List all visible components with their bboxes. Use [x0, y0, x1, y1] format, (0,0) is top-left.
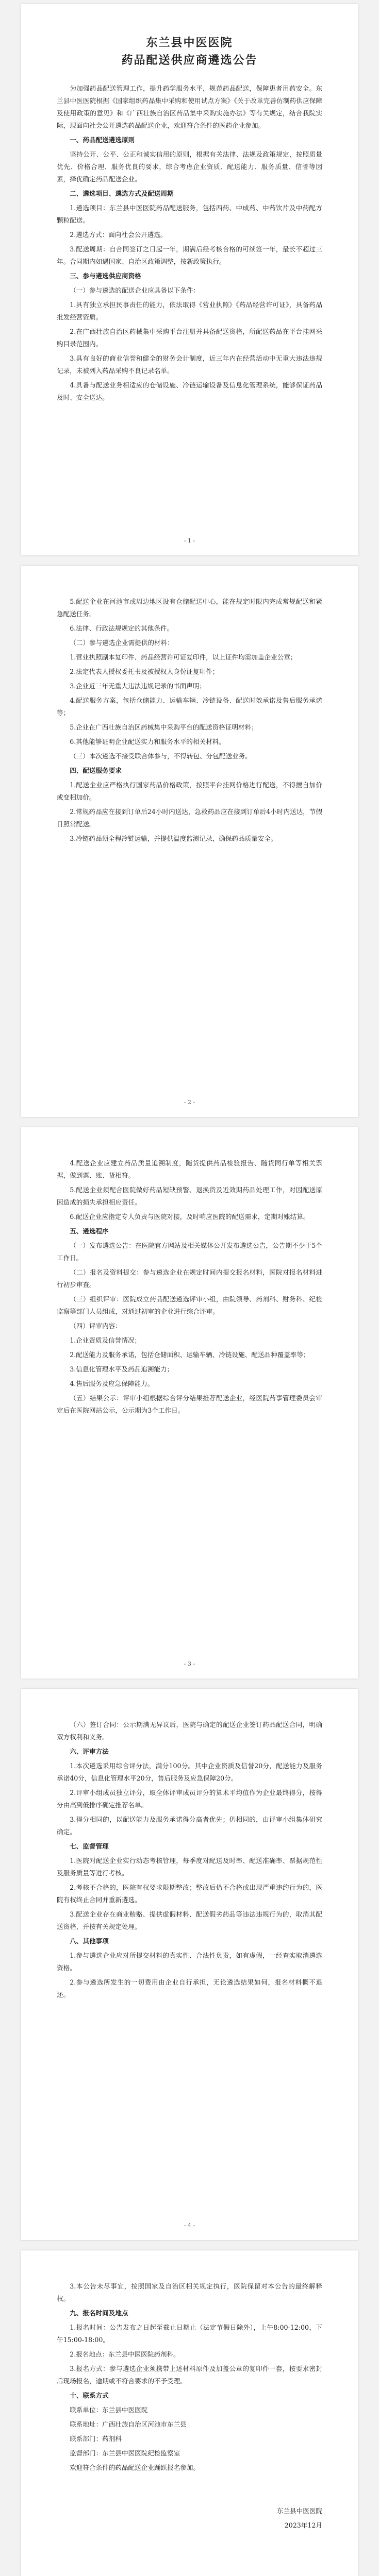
paragraph: 2.评审小组成员独立评分，取全体评审成员评分的算术平均值作为企业最终得分，按得分由高到低排序确定推荐名单。 [57, 1789, 322, 1809]
paragraph: （五）结果公示：评审小组根据综合评分结果推荐配送企业，经医院药事管理委员会审定后在医院网站公示，公示期为3个工作日。 [57, 1394, 322, 1414]
paragraph: 欢迎符合条件的药品配送企业踊跃报名参加。 [70, 2464, 200, 2471]
page-5-body [57, 2280, 322, 2474]
paragraph: 1.配送企业应严格执行国家药品价格政策，按照平台挂网价格进行配送，不得擅自加价或变相加价。 [57, 781, 322, 801]
page-number: - 1 - [184, 537, 195, 544]
paragraph: 监督部门：东兰县中医医院纪检监察室 [70, 2449, 180, 2457]
paragraph: 2.报名地点：东兰县中医医院药剂科。 [70, 2350, 180, 2358]
paragraph: 4.具备与配送业务相适应的仓储设施、冷链运输设备及信息化管理系统，能够保证药品及时、安全送达。 [57, 381, 322, 401]
paragraph: （三）组织评审：医院成立药品配送遴选评审小组，由院领导、药剂科、财务科、纪检监察等部门人员组成，对通过初审的企业进行综合评审。 [57, 1295, 322, 1315]
signature-org: 东兰县中医医院 [276, 2507, 322, 2515]
paragraph: （四）评审内容： [70, 1322, 122, 1330]
paragraph: 5.配送企业在河池市或周边地区设有仓储配送中心，能在规定时限内完成常规配送和紧急配送任务。 [57, 598, 322, 618]
paragraph: 5.企业在广西壮族自治区药械集中采购平台的配送资格证明材料； [70, 723, 258, 731]
document-page-4 [21, 1689, 358, 2240]
document-title-line1: 东兰县中医医院 [146, 36, 233, 49]
section-heading: 十、联系方式 [70, 2392, 109, 2399]
paragraph: 3.报名方式：参与遴选企业须携带上述材料原件及加盖公章的复印件一套，按要求密封后现场报名，逾期或不符合要求的不予受理。 [57, 2365, 322, 2385]
page-number: - 2 - [184, 1099, 195, 1106]
paragraph: （六）签订合同：公示期满无异议后，医院与确定的配送企业签订药品配送合同，明确双方权利和义务。 [57, 1721, 322, 1741]
paragraph: 联系部门：药剂科 [70, 2435, 122, 2443]
document-page-1 [21, 4, 358, 555]
paragraph: 5.配送企业须配合医院做好药品短缺预警、退换货及近效期药品处理工作，对因配送原因造成的损失承担相应责任。 [57, 1186, 322, 1206]
paragraph: 3.配送周期：自合同签订之日起一年，期满后经考核合格的可续签一年，最长不超过三年。合同期内如遇国家、自治区政策调整，按新政策执行。 [57, 245, 322, 265]
document-page-2 [21, 566, 358, 1117]
section-heading: 三、参与遴选供应商资格 [70, 272, 141, 280]
paragraph: 2.考核不合格的，医院有权要求限期整改；整改后仍不合格或出现严重违约行为的，医院有权终止合同并重新遴选。 [57, 1884, 322, 1904]
paragraph: （二）参与遴选企业需提供的材料： [70, 639, 174, 647]
document-title-line2: 药品配送供应商遴选公告 [121, 54, 258, 67]
paragraph: 2.配送能力及服务承诺，包括仓储面积、运输车辆、冷链设施、配送品种覆盖率等； [70, 1351, 310, 1359]
paragraph: 坚持公开、公平、公正和诚实信用的原则，根据有关法律、法规及政策规定，按照质量优先、价格合理、服务优良的要求，综合考虑企业资质、配送能力、服务质量、信誉等因素，择优确定药品配送企业。 [57, 150, 322, 183]
paragraph: 2.常规药品应在接到订单后24小时内送达，急救药品应在接到订单后4小时内送达，节假日照常配送。 [57, 808, 322, 828]
paragraph: 1.本次遴选采用综合评分法，满分100分。其中企业资质及信誉20分，配送能力及服务承诺40分，信息化管理水平20分，售后服务及应急保障20分。 [57, 1762, 322, 1782]
section-heading: 七、监督管理 [70, 1842, 109, 1850]
paragraph: 3.企业近三年无重大违法违规记录的书面声明； [70, 682, 206, 690]
section-heading: 一、药品配送遴选原则 [70, 136, 135, 144]
document-page-5 [21, 2250, 358, 2576]
paragraph: 联系单位：东兰县中医医院 [70, 2406, 148, 2414]
signature-date: 2023年12月 [284, 2521, 322, 2529]
paragraph: 6.其他能够证明企业配送实力和服务水平的相关材料。 [70, 738, 225, 745]
paragraph: （一）发布遴选公告：在医院官方网站及相关媒体公开发布遴选公告，公告期不少于5个工作日。 [57, 1242, 322, 1262]
paragraph: 3.得分相同的，以配送能力及服务承诺得分高者优先；仍相同的，由评审小组集体研究确定。 [57, 1816, 322, 1836]
section-heading: 八、其他事项 [70, 1937, 109, 1945]
page-1-body [57, 82, 322, 404]
paragraph: 3.配送企业存在商业贿赂、提供虚假材料、配送假劣药品等违法违规行为的，取消其配送资格，并按有关规定处理。 [57, 1910, 322, 1930]
paragraph: 1.参与遴选企业应对所提交材料的真实性、合法性负责，如有虚假，一经查实取消遴选资格。 [57, 1952, 322, 1972]
section-heading: 六、评审方法 [70, 1748, 109, 1755]
paragraph: 4.售后服务及应急保障能力。 [70, 1380, 154, 1387]
page-2-body [57, 596, 322, 845]
paragraph: 3.具有良好的商业信誉和健全的财务会计制度，近三年内在经营活动中无重大违法违规记录，未被列入药品采购不良记录名单。 [57, 354, 322, 375]
section-heading: 五、遴选程序 [70, 1227, 109, 1235]
section-heading: 四、配送服务要求 [70, 767, 122, 774]
paragraph: 2.参与遴选所发生的一切费用由企业自行承担，无论遴选结果如何，报名材料概不退还。 [57, 1978, 322, 1998]
page-3-body [57, 1157, 322, 1417]
page-number: - 4 - [184, 2222, 195, 2229]
paragraph: （二）报名及资料提交：参与遴选企业在规定时间内提交报名材料，医院对报名材料进行初步审查。 [57, 1268, 322, 1289]
paragraph: 联系地址：广西壮族自治区河池市东兰县 [70, 2420, 187, 2428]
page-4-body [57, 1719, 322, 2001]
paragraph: 1.医院对配送企业实行动态考核管理，每季度对配送及时率、配送准确率、票据规范性及服务质量等进行考核。 [57, 1857, 322, 1877]
paragraph: 6.配送企业应指定专人负责与医院对接，及时响应医院的配送需求，定期对账结算。 [70, 1213, 310, 1221]
paragraph: 1.遴选项目：东兰县中医医院药品配送服务，包括西药、中成药、中药饮片及中药配方颗粒配送。 [57, 204, 322, 224]
paragraph: 2.法定代表人授权委托书及被授权人身份证复印件； [70, 668, 219, 675]
section-heading: 二、遴选项目、遴选方式及配送周期 [70, 190, 174, 197]
paragraph: 2.在广西壮族自治区药械集中采购平台注册并具备配送资格，所配送药品在平台挂网采购目录范围内。 [57, 328, 322, 348]
paragraph: 4.配送服务方案，包括仓储能力、运输车辆、冷链设备、配送时效承诺及售后服务承诺等； [57, 697, 322, 717]
paragraph: 1.企业资质及信誉情况； [70, 1336, 141, 1344]
paragraph: 3.冷链药品须全程冷链运输，并提供温度监测记录，确保药品质量安全。 [70, 835, 277, 842]
paragraph: 1.报名时间：公告发布之日起至截止日期止（法定节假日除外），上午8:00-12:00，下午15:00-18:00。 [57, 2324, 322, 2344]
page-number: - 3 - [184, 1660, 195, 1667]
section-heading: 九、报名时间及地点 [70, 2309, 128, 2317]
paragraph: 2.遴选方式：面向社会公开遴选。 [70, 231, 167, 239]
paragraph: 6.法律、行政法规规定的其他条件。 [70, 624, 174, 632]
document-page-3 [21, 1127, 358, 1679]
paragraph: 1.具有独立承担民事责任的能力，依法取得《营业执照》《药品经营许可证》，具备药品批发经营资质。 [57, 301, 322, 321]
paragraph: 3.本公告未尽事宜，按照国家及自治区相关规定执行，医院保留对本公告的最终解释权。 [57, 2282, 322, 2302]
paragraph: （一）参与遴选的配送企业应具备以下条件： [70, 286, 200, 294]
paragraph: 为加强药品配送管理工作，提升药学服务水平，规范药品配送，保障患者用药安全。东兰县中医医院根据《国家组织药品集中采购和使用试点方案》《关于改革完善仿制药供应保障及使用政策的意见》和《广西壮族自治区药品集中采购实施办法》等有关规定，结合我院实际，现面向社会公开遴选药品配送企业，欢迎符合条件的医药企业参加。 [57, 84, 322, 129]
paragraph: 1.营业执照副本复印件、药品经营许可证复印件，以上证件均需加盖企业公章； [70, 653, 297, 661]
paragraph: 4.配送企业应建立药品质量追溯制度，随货提供药品检验报告、随货同行单等相关票据，做到票、账、货相符。 [57, 1159, 322, 1179]
paragraph: 3.信息化管理水平及药品追溯能力； [70, 1365, 174, 1373]
paragraph: （三）本次遴选不接受联合体参与，不得转包、分包配送业务。 [70, 752, 252, 760]
